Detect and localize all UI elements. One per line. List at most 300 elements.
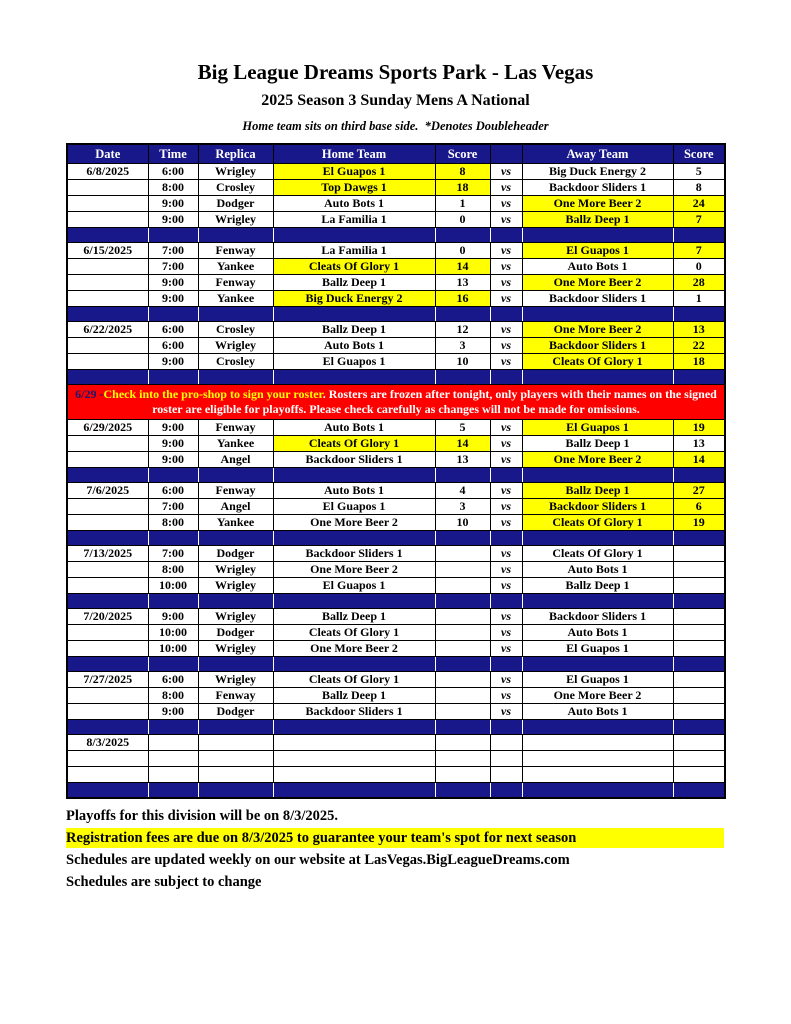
time-cell: 9:00 [148, 354, 198, 370]
vs-cell: vs [490, 436, 522, 452]
separator-cell [522, 370, 673, 385]
footer-line: Playoffs for this division will be on 8/3/2025. [66, 808, 339, 824]
home-score-cell: 10 [435, 354, 490, 370]
home-team-cell: Auto Bots 1 [273, 196, 435, 212]
home-score-cell: 0 [435, 243, 490, 259]
away-score-cell: 24 [673, 196, 725, 212]
vs-cell: vs [490, 452, 522, 468]
away-score-cell [673, 735, 725, 751]
separator-cell [198, 228, 273, 243]
separator-cell [148, 720, 198, 735]
schedule-table-body [67, 164, 725, 799]
home-team-cell: Backdoor Sliders 1 [273, 452, 435, 468]
separator-cell [273, 720, 435, 735]
home-team-cell: One More Beer 2 [273, 641, 435, 657]
away-team-cell: Auto Bots 1 [522, 704, 673, 720]
replica-cell: Crosley [198, 322, 273, 338]
time-cell: 8:00 [148, 515, 198, 531]
replica-cell: Yankee [198, 515, 273, 531]
time-cell: 6:00 [148, 483, 198, 499]
home-team-cell: La Familia 1 [273, 212, 435, 228]
replica-cell [198, 751, 273, 767]
separator-cell [435, 370, 490, 385]
date-cell: 7/20/2025 [67, 609, 148, 625]
away-score-cell [673, 751, 725, 767]
separator-cell [673, 307, 725, 322]
away-score-cell [673, 562, 725, 578]
away-score-cell: 22 [673, 338, 725, 354]
home-score-cell: 18 [435, 180, 490, 196]
banner-date-prefix: 6/29 - [75, 387, 104, 401]
date-cell: 7/13/2025 [67, 546, 148, 562]
replica-cell: Yankee [198, 291, 273, 307]
home-score-cell: 13 [435, 452, 490, 468]
separator-cell [273, 307, 435, 322]
date-cell [67, 641, 148, 657]
away-team-cell: One More Beer 2 [522, 275, 673, 291]
vs-cell: vs [490, 354, 522, 370]
home-score-cell: 5 [435, 420, 490, 436]
vs-cell: vs [490, 704, 522, 720]
away-team-cell: Backdoor Sliders 1 [522, 338, 673, 354]
date-cell [67, 452, 148, 468]
home-team-cell: Cleats Of Glory 1 [273, 625, 435, 641]
separator-cell [148, 468, 198, 483]
week-separator-row [67, 370, 725, 385]
separator-cell [673, 468, 725, 483]
away-score-cell [673, 641, 725, 657]
away-score-cell: 14 [673, 452, 725, 468]
registration-fees-note: Registration fees are due on 8/3/2025 to guarantee your team's spot for next season [66, 828, 724, 848]
game-row [67, 420, 725, 436]
away-team-cell: Backdoor Sliders 1 [522, 499, 673, 515]
away-team-cell: El Guapos 1 [522, 243, 673, 259]
replica-cell: Crosley [198, 354, 273, 370]
game-row [67, 164, 725, 180]
separator-cell [67, 307, 148, 322]
replica-cell [198, 767, 273, 783]
separator-cell [490, 228, 522, 243]
roster-banner-text [67, 385, 725, 420]
separator-cell [522, 531, 673, 546]
week-separator-row [67, 783, 725, 799]
away-team-cell: Cleats Of Glory 1 [522, 354, 673, 370]
column-header-away-team-6: Away Team [522, 144, 673, 164]
home-team-cell: El Guapos 1 [273, 578, 435, 594]
home-score-cell [435, 767, 490, 783]
home-score-cell: 3 [435, 338, 490, 354]
separator-cell [273, 468, 435, 483]
replica-cell: Crosley [198, 180, 273, 196]
home-score-cell [435, 672, 490, 688]
date-cell: 6/8/2025 [67, 164, 148, 180]
separator-cell [490, 783, 522, 799]
home-team-cell: Backdoor Sliders 1 [273, 546, 435, 562]
separator-cell [148, 228, 198, 243]
separator-cell [273, 531, 435, 546]
banner-highlight-text: Check into the pro-shop to sign your roster [103, 387, 323, 401]
time-cell: 6:00 [148, 322, 198, 338]
home-score-cell: 8 [435, 164, 490, 180]
time-cell: 9:00 [148, 275, 198, 291]
footer-notes [66, 806, 724, 892]
time-cell: 7:00 [148, 546, 198, 562]
home-team-cell: Cleats Of Glory 1 [273, 436, 435, 452]
vs-cell: vs [490, 562, 522, 578]
replica-cell: Fenway [198, 275, 273, 291]
away-score-cell [673, 767, 725, 783]
separator-cell [490, 370, 522, 385]
separator-cell [67, 657, 148, 672]
vs-cell: vs [490, 641, 522, 657]
date-cell [67, 767, 148, 783]
away-score-cell: 28 [673, 275, 725, 291]
time-cell: 9:00 [148, 436, 198, 452]
away-team-cell: Backdoor Sliders 1 [522, 291, 673, 307]
away-score-cell [673, 609, 725, 625]
time-cell: 9:00 [148, 212, 198, 228]
date-cell [67, 515, 148, 531]
home-score-cell [435, 688, 490, 704]
away-team-cell [522, 735, 673, 751]
away-team-cell: Backdoor Sliders 1 [522, 609, 673, 625]
game-row [67, 767, 725, 783]
column-header-score-4: Score [435, 144, 490, 164]
time-cell: 6:00 [148, 672, 198, 688]
separator-cell [198, 468, 273, 483]
replica-cell: Fenway [198, 688, 273, 704]
vs-cell [490, 735, 522, 751]
game-row [67, 499, 725, 515]
away-team-cell: One More Beer 2 [522, 452, 673, 468]
game-row [67, 436, 725, 452]
page-subtitle: 2025 Season 3 Sunday Mens A National [261, 92, 530, 109]
column-header-time-1: Time [148, 144, 198, 164]
separator-cell [435, 228, 490, 243]
game-row [67, 609, 725, 625]
banner-rest-text: . Rosters are frozen after tonight, only players with their names on the signed roster are eligible for playoffs. Please check carefully as changes will not be made for omissions. [152, 387, 717, 416]
replica-cell: Yankee [198, 436, 273, 452]
time-cell: 10:00 [148, 578, 198, 594]
separator-cell [148, 783, 198, 799]
away-score-cell: 1 [673, 291, 725, 307]
schedule-table [66, 143, 726, 799]
vs-cell: vs [490, 180, 522, 196]
time-cell: 6:00 [148, 164, 198, 180]
separator-cell [198, 594, 273, 609]
away-score-cell [673, 672, 725, 688]
game-row [67, 625, 725, 641]
separator-cell [435, 531, 490, 546]
home-score-cell: 16 [435, 291, 490, 307]
week-separator-row [67, 468, 725, 483]
away-score-cell: 13 [673, 322, 725, 338]
separator-cell [67, 783, 148, 799]
game-row [67, 354, 725, 370]
away-team-cell: Auto Bots 1 [522, 625, 673, 641]
vs-cell: vs [490, 420, 522, 436]
page-header [0, 0, 791, 134]
replica-cell: Wrigley [198, 562, 273, 578]
home-team-cell: One More Beer 2 [273, 562, 435, 578]
home-team-cell: Auto Bots 1 [273, 483, 435, 499]
replica-cell: Dodger [198, 704, 273, 720]
home-score-cell: 10 [435, 515, 490, 531]
home-team-cell: Auto Bots 1 [273, 338, 435, 354]
separator-cell [673, 783, 725, 799]
home-team-cell: Top Dawgs 1 [273, 180, 435, 196]
vs-cell: vs [490, 672, 522, 688]
home-team-cell: El Guapos 1 [273, 499, 435, 515]
date-cell: 6/15/2025 [67, 243, 148, 259]
column-header-home-team-3: Home Team [273, 144, 435, 164]
vs-cell: vs [490, 609, 522, 625]
vs-cell [490, 767, 522, 783]
replica-cell: Wrigley [198, 578, 273, 594]
footer-line: Schedules are subject to change [66, 874, 262, 890]
home-team-cell: El Guapos 1 [273, 164, 435, 180]
separator-cell [148, 657, 198, 672]
separator-cell [522, 594, 673, 609]
away-team-cell: Ballz Deep 1 [522, 483, 673, 499]
home-team-cell [273, 735, 435, 751]
away-team-cell: Ballz Deep 1 [522, 212, 673, 228]
game-row [67, 212, 725, 228]
home-team-cell: Ballz Deep 1 [273, 688, 435, 704]
replica-cell: Wrigley [198, 609, 273, 625]
separator-cell [148, 307, 198, 322]
date-cell [67, 625, 148, 641]
separator-cell [522, 657, 673, 672]
home-team-cell: Cleats Of Glory 1 [273, 672, 435, 688]
home-team-cell: El Guapos 1 [273, 354, 435, 370]
vs-cell: vs [490, 259, 522, 275]
game-row [67, 275, 725, 291]
vs-cell: vs [490, 483, 522, 499]
game-row [67, 291, 725, 307]
game-row [67, 243, 725, 259]
away-score-cell: 8 [673, 180, 725, 196]
separator-cell [435, 783, 490, 799]
schedule-table-head [67, 144, 725, 164]
time-cell: 7:00 [148, 243, 198, 259]
vs-cell: vs [490, 291, 522, 307]
separator-cell [198, 720, 273, 735]
home-team-cell: One More Beer 2 [273, 515, 435, 531]
away-team-cell: Big Duck Energy 2 [522, 164, 673, 180]
footer-line: Schedules are updated weekly on our website at LasVegas.BigLeagueDreams.com [66, 852, 570, 868]
separator-cell [273, 594, 435, 609]
separator-cell [198, 531, 273, 546]
time-cell: 9:00 [148, 291, 198, 307]
separator-cell [435, 720, 490, 735]
separator-cell [273, 657, 435, 672]
separator-cell [148, 531, 198, 546]
home-team-cell: La Familia 1 [273, 243, 435, 259]
vs-cell: vs [490, 578, 522, 594]
separator-cell [435, 594, 490, 609]
home-score-cell: 1 [435, 196, 490, 212]
away-team-cell: Ballz Deep 1 [522, 436, 673, 452]
separator-cell [198, 370, 273, 385]
vs-cell: vs [490, 212, 522, 228]
separator-cell [67, 370, 148, 385]
home-score-cell: 13 [435, 275, 490, 291]
away-team-cell: Backdoor Sliders 1 [522, 180, 673, 196]
away-score-cell: 13 [673, 436, 725, 452]
game-row [67, 688, 725, 704]
home-team-cell: Backdoor Sliders 1 [273, 704, 435, 720]
home-score-cell [435, 641, 490, 657]
replica-cell: Wrigley [198, 164, 273, 180]
replica-cell [198, 735, 273, 751]
date-cell [67, 196, 148, 212]
away-team-cell: El Guapos 1 [522, 672, 673, 688]
separator-cell [67, 228, 148, 243]
separator-cell [522, 783, 673, 799]
separator-cell [490, 307, 522, 322]
home-score-cell: 4 [435, 483, 490, 499]
vs-cell: vs [490, 546, 522, 562]
home-score-cell [435, 546, 490, 562]
home-score-cell [435, 751, 490, 767]
away-team-cell: Ballz Deep 1 [522, 578, 673, 594]
vs-cell: vs [490, 275, 522, 291]
time-cell: 10:00 [148, 641, 198, 657]
date-cell: 8/3/2025 [67, 735, 148, 751]
separator-cell [273, 783, 435, 799]
column-header-replica-2: Replica [198, 144, 273, 164]
away-score-cell: 27 [673, 483, 725, 499]
separator-cell [67, 720, 148, 735]
date-cell [67, 436, 148, 452]
home-score-cell [435, 562, 490, 578]
week-separator-row [67, 594, 725, 609]
roster-banner-row [67, 385, 725, 420]
vs-cell: vs [490, 164, 522, 180]
replica-cell: Angel [198, 499, 273, 515]
date-cell [67, 704, 148, 720]
separator-cell [522, 307, 673, 322]
separator-cell [490, 720, 522, 735]
home-team-cell: Ballz Deep 1 [273, 275, 435, 291]
vs-cell: vs [490, 515, 522, 531]
separator-cell [522, 720, 673, 735]
home-score-cell [435, 625, 490, 641]
date-cell [67, 275, 148, 291]
home-score-cell: 0 [435, 212, 490, 228]
separator-cell [67, 594, 148, 609]
replica-cell: Fenway [198, 420, 273, 436]
separator-cell [673, 594, 725, 609]
date-cell [67, 180, 148, 196]
away-score-cell [673, 688, 725, 704]
time-cell: 7:00 [148, 259, 198, 275]
vs-cell: vs [490, 322, 522, 338]
replica-cell: Fenway [198, 483, 273, 499]
replica-cell: Dodger [198, 546, 273, 562]
vs-cell [490, 751, 522, 767]
game-row [67, 180, 725, 196]
date-cell: 6/22/2025 [67, 322, 148, 338]
separator-cell [148, 594, 198, 609]
game-row [67, 672, 725, 688]
separator-cell [522, 468, 673, 483]
date-cell [67, 578, 148, 594]
date-cell: 7/27/2025 [67, 672, 148, 688]
away-score-cell: 0 [673, 259, 725, 275]
separator-cell [522, 228, 673, 243]
home-team-cell: Cleats Of Glory 1 [273, 259, 435, 275]
replica-cell: Wrigley [198, 338, 273, 354]
date-cell [67, 291, 148, 307]
away-score-cell: 5 [673, 164, 725, 180]
date-cell [67, 212, 148, 228]
home-score-cell: 14 [435, 436, 490, 452]
separator-cell [67, 531, 148, 546]
home-score-cell: 14 [435, 259, 490, 275]
game-row [67, 546, 725, 562]
date-cell: 7/6/2025 [67, 483, 148, 499]
replica-cell: Wrigley [198, 672, 273, 688]
game-row [67, 751, 725, 767]
time-cell: 9:00 [148, 420, 198, 436]
away-score-cell: 6 [673, 499, 725, 515]
away-score-cell: 19 [673, 515, 725, 531]
away-score-cell [673, 578, 725, 594]
time-cell [148, 735, 198, 751]
separator-cell [435, 307, 490, 322]
away-team-cell: El Guapos 1 [522, 420, 673, 436]
away-team-cell [522, 751, 673, 767]
home-team-note: Home team sits on third base side. *Denotes Doubleheader [242, 119, 549, 133]
game-row [67, 515, 725, 531]
replica-cell: Dodger [198, 196, 273, 212]
separator-cell [273, 228, 435, 243]
separator-cell [673, 370, 725, 385]
time-cell [148, 751, 198, 767]
date-cell [67, 562, 148, 578]
column-header-date-0: Date [67, 144, 148, 164]
away-score-cell [673, 704, 725, 720]
time-cell: 8:00 [148, 562, 198, 578]
game-row [67, 322, 725, 338]
home-team-cell: Ballz Deep 1 [273, 322, 435, 338]
home-team-cell: Ballz Deep 1 [273, 609, 435, 625]
away-score-cell: 18 [673, 354, 725, 370]
away-score-cell [673, 546, 725, 562]
separator-cell [198, 657, 273, 672]
away-team-cell [522, 767, 673, 783]
away-score-cell: 7 [673, 212, 725, 228]
away-team-cell: Cleats Of Glory 1 [522, 515, 673, 531]
header-row [67, 144, 725, 164]
game-row [67, 259, 725, 275]
time-cell: 8:00 [148, 688, 198, 704]
separator-cell [67, 468, 148, 483]
game-row [67, 196, 725, 212]
separator-cell [490, 594, 522, 609]
separator-cell [148, 370, 198, 385]
time-cell [148, 767, 198, 783]
away-team-cell: Auto Bots 1 [522, 259, 673, 275]
game-row [67, 562, 725, 578]
date-cell: 6/29/2025 [67, 420, 148, 436]
week-separator-row [67, 531, 725, 546]
date-cell [67, 354, 148, 370]
column-header-vs [490, 144, 522, 164]
home-score-cell [435, 609, 490, 625]
